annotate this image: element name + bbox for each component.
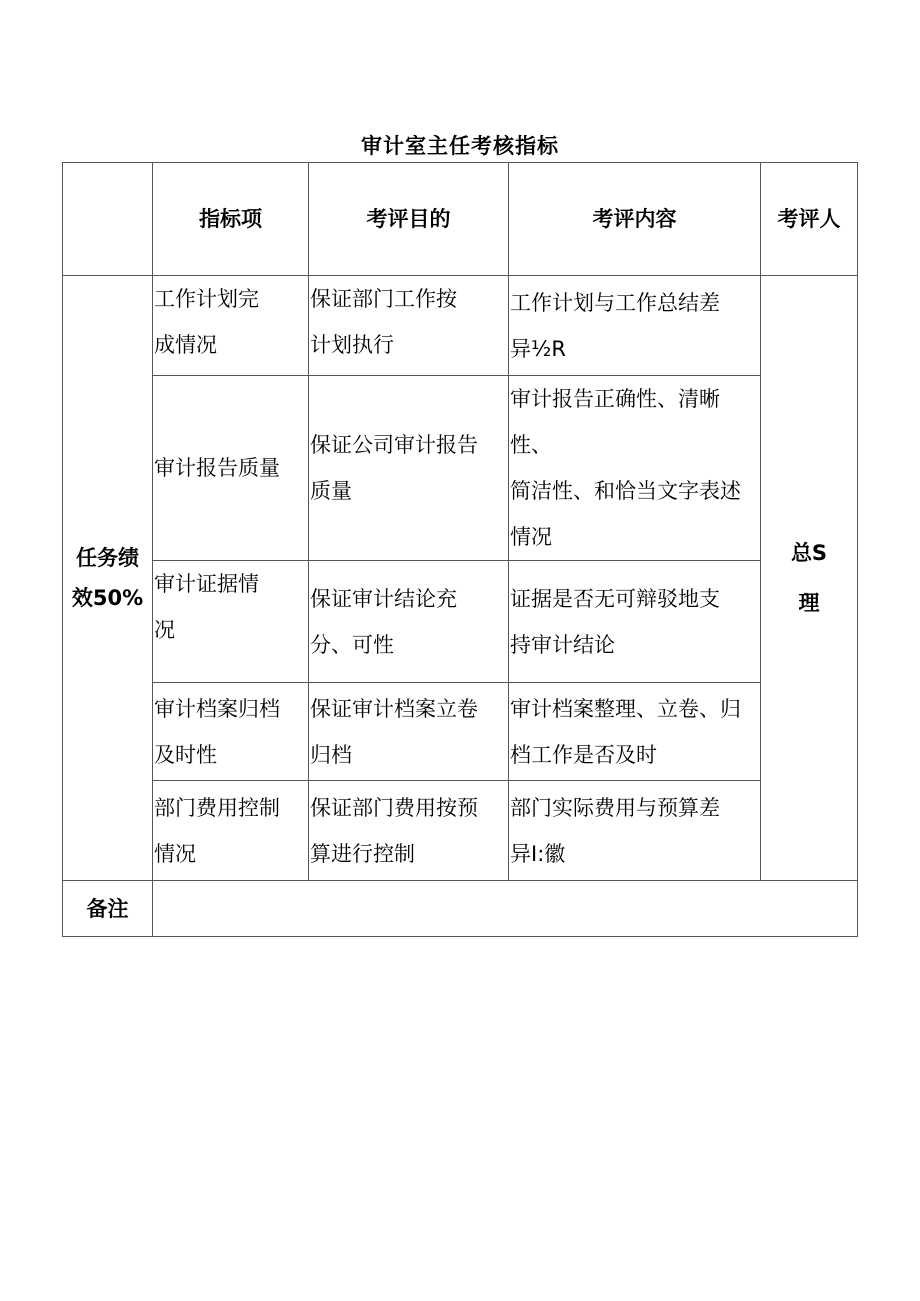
header-purpose: 考评目的 [309,163,509,276]
category-line: 效50% [71,586,144,610]
indicator-cell [153,276,309,376]
table-row [63,683,858,781]
content-line: 情况 [510,525,552,549]
content-line: 工作计划与工作总结差 [510,290,720,315]
content-line: 档工作是否及时 [510,742,657,767]
content-line: 简洁性、和恰当文字表述 [510,479,741,503]
purpose-line: 算进行控制 [310,841,415,866]
header-category [63,163,153,276]
category-line: 任务绩 [76,546,139,570]
header-row [63,163,858,276]
content-line: 证据是否无可辩驳地支 [510,586,720,611]
content-cell [509,683,761,781]
reviewer-cell [761,276,858,881]
indicator-line: 工作计划完 [154,287,259,311]
purpose-cell [309,276,509,376]
content-cell [509,561,761,683]
content-line: 审计报告正确性、清晰性、 [510,387,720,457]
purpose-line: 保证审计档案立卷 [310,696,478,721]
content-cell [509,376,761,561]
content-line: 异I:徽 [510,841,566,866]
reviewer-line: 理 [798,591,820,615]
note-row [63,881,858,937]
content-line: 审计档案整理、立卷、归 [510,696,741,721]
indicator-line: 成情况 [154,333,217,357]
purpose-line: 归档 [310,742,352,767]
purpose-line: 计划执行 [310,333,394,357]
header-reviewer: 考评人 [761,163,858,276]
content-line: 异½R [510,336,566,361]
purpose-line: 保证审计结论充 [310,586,457,611]
purpose-cell [309,781,509,881]
indicator-line: 及时性 [154,742,217,767]
indicator-line: 部门费用控制 [154,795,280,820]
purpose-cell [309,683,509,781]
indicator-cell [153,561,309,683]
indicator-line: 审计档案归档 [154,696,280,721]
indicator-line: 审计证据情 [154,572,259,596]
indicator-line: 审计报告质量 [154,456,280,480]
category-cell [63,276,153,881]
indicator-cell [153,781,309,881]
table-row [63,781,858,881]
kpi-table [62,162,858,937]
indicator-line: 况 [154,618,175,642]
header-indicator: 指标项 [153,163,309,276]
indicator-cell [153,376,309,561]
purpose-line: 保证部门费用按预 [310,795,478,820]
purpose-cell [309,376,509,561]
indicator-line: 情况 [154,841,196,866]
table-row [63,376,858,561]
content-cell [509,276,761,376]
content-cell [509,781,761,881]
note-value [153,881,858,937]
page-title: 审计室主任考核指标 [361,134,559,158]
header-content: 考评内容 [509,163,761,276]
purpose-line: 保证公司审计报告 [310,433,478,457]
table-row [63,276,858,376]
content-line: 持审计结论 [510,632,615,657]
purpose-line: 质量 [310,479,352,503]
purpose-line: 分、可性 [310,632,394,657]
purpose-cell [309,561,509,683]
table-row [63,561,858,683]
indicator-cell [153,683,309,781]
purpose-line: 保证部门工作按 [310,287,457,311]
reviewer-line: 总S [790,541,828,565]
note-label: 备注 [63,881,153,937]
content-line: 部门实际费用与预算差 [510,795,720,820]
